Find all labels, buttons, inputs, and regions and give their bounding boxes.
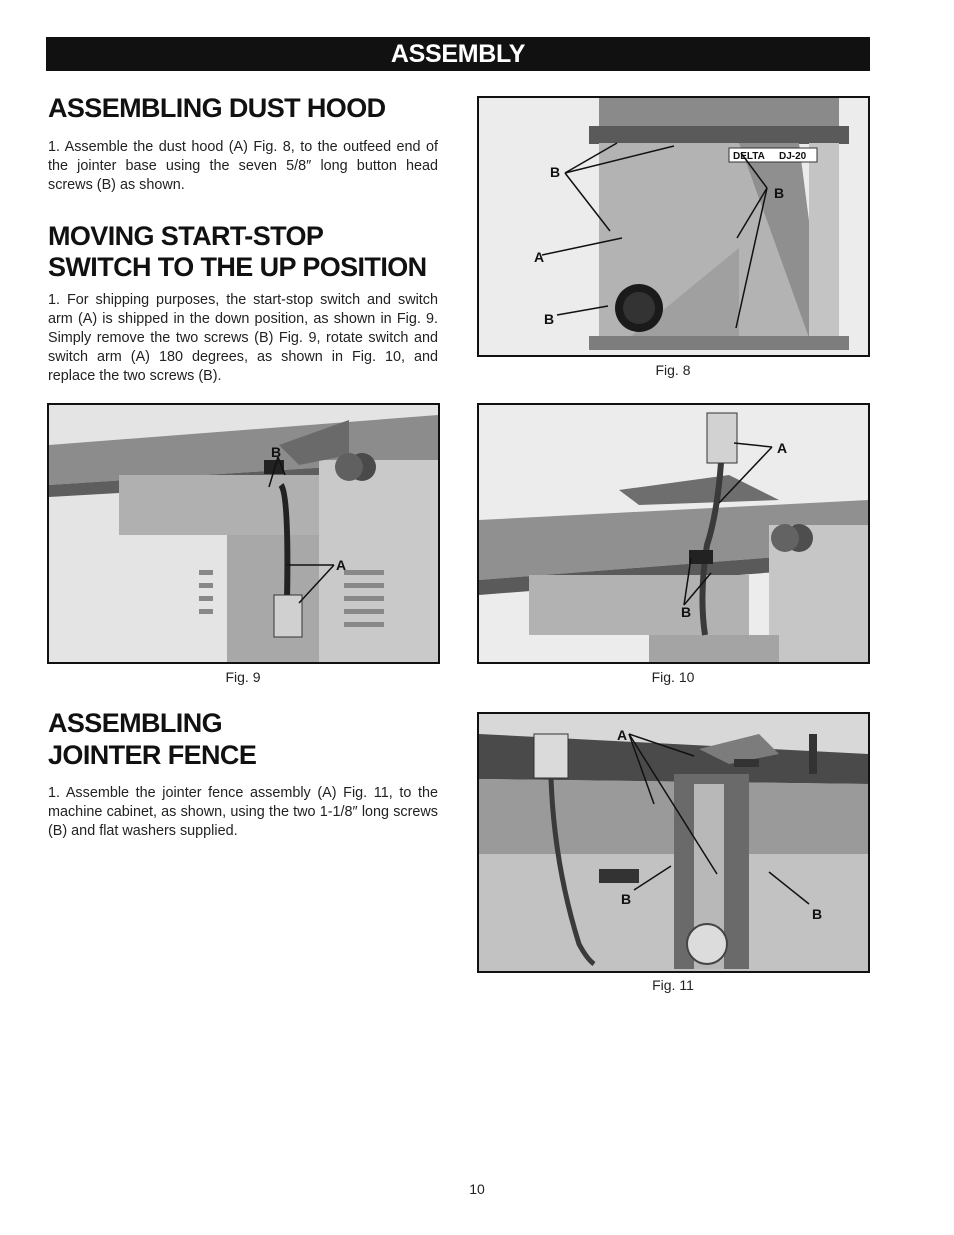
fig10-label-b: B [681, 604, 692, 620]
section-banner: ASSEMBLY [46, 37, 870, 71]
fig11-label-b-right: B [812, 906, 823, 922]
fig11-label-a: A [617, 727, 628, 743]
fig8-label-a: A [534, 249, 545, 265]
fig9-label-a: A [336, 557, 347, 573]
fig11-image [477, 712, 870, 973]
switch-heading-line1: MOVING START-STOP [48, 221, 324, 251]
fig8-label-b-right: B [774, 185, 785, 201]
fig8-illustration [479, 98, 868, 355]
fig10-label-a: A [777, 440, 788, 456]
fig10-caption: Fig. 10 [651, 669, 695, 685]
dust-hood-instructions: 1. Assemble the dust hood (A) Fig. 8, to the outfeed end of the jointer base using the seven 5/8″ long button head screws (B) as shown. [48, 139, 438, 193]
fig9-caption: Fig. 9 [225, 669, 261, 685]
fig11-label-b-left: B [621, 891, 632, 907]
fig11-caption: Fig. 11 [652, 977, 694, 993]
page-number: 10 [469, 1181, 485, 1197]
dust-hood-heading: ASSEMBLING DUST HOOD [48, 93, 386, 123]
fig8-model: DJ-20 [779, 151, 807, 162]
fig10-image [477, 403, 870, 664]
fig8-logo: DELTA [733, 151, 765, 162]
fig9-label-b: B [271, 444, 282, 460]
fig9-image [47, 403, 440, 664]
fence-heading-line2: JOINTER FENCE [48, 740, 257, 770]
fig9-illustration [49, 405, 438, 662]
fence-heading-line1: ASSEMBLING [48, 708, 223, 738]
switch-heading-line2: SWITCH TO THE UP POSITION [48, 252, 427, 282]
fig11-illustration [479, 714, 868, 971]
fig8-image [477, 96, 870, 357]
fig8-label-b-bottom: B [544, 311, 555, 327]
fig10-illustration [479, 405, 868, 662]
fence-instructions: 1. Assemble the jointer fence assembly (A) Fig. 11, to the machine cabinet, as shown, using the two 1-1/8″ long screws (B) and flat washers supplied. [48, 785, 438, 839]
switch-instructions: 1. For shipping purposes, the start-stop switch and switch arm (A) is shipped in the down position, as shown in Fig. 9. Simply remove the two screws (B) Fig. 9, rotate switch and switch arm (A) 180 degrees, as shown in Fig. 10, and replace the two screws (B). [48, 292, 438, 384]
fig8-label-b-top: B [550, 164, 561, 180]
fig8-caption: Fig. 8 [655, 362, 691, 378]
